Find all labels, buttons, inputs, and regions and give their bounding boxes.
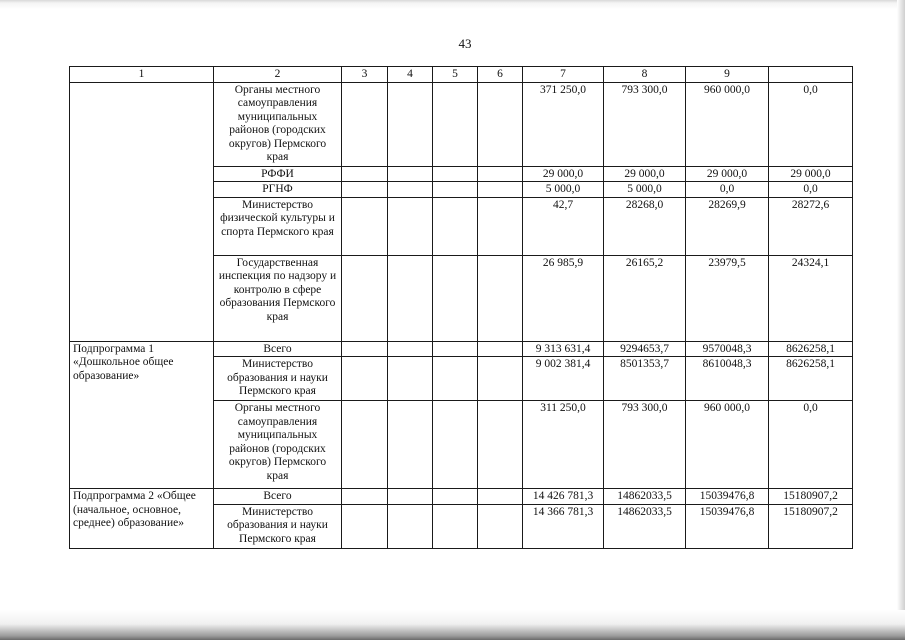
empty-cell bbox=[478, 504, 523, 548]
value-cell: 15039476,8 bbox=[686, 489, 769, 505]
empty-cell bbox=[388, 401, 433, 489]
empty-cell bbox=[478, 182, 523, 198]
value-cell: 29 000,0 bbox=[604, 166, 686, 182]
empty-cell bbox=[342, 489, 388, 505]
value-cell: 0,0 bbox=[769, 182, 853, 198]
scan-edge-top bbox=[0, 0, 905, 10]
value-cell: 15039476,8 bbox=[686, 504, 769, 548]
value-cell: 9 313 631,4 bbox=[523, 341, 604, 357]
empty-cell bbox=[388, 182, 433, 198]
value-cell: 960 000,0 bbox=[686, 401, 769, 489]
value-cell: 793 300,0 bbox=[604, 401, 686, 489]
value-cell: 24324,1 bbox=[769, 255, 853, 341]
value-cell: 29 000,0 bbox=[686, 166, 769, 182]
header-cell-1: 1 bbox=[70, 67, 214, 83]
empty-cell bbox=[433, 504, 478, 548]
empty-cell bbox=[388, 489, 433, 505]
empty-cell bbox=[478, 197, 523, 255]
value-cell: 29 000,0 bbox=[523, 166, 604, 182]
value-cell: 29 000,0 bbox=[769, 166, 853, 182]
table-row bbox=[70, 489, 853, 505]
page-number: 43 bbox=[458, 36, 472, 51]
empty-cell bbox=[342, 166, 388, 182]
value-cell: 28269,9 bbox=[686, 197, 769, 255]
value-cell: 793 300,0 bbox=[604, 82, 686, 166]
value-cell: 8610048,3 bbox=[686, 357, 769, 401]
value-cell: 14862033,5 bbox=[604, 504, 686, 548]
program-cell bbox=[70, 82, 214, 341]
empty-cell bbox=[433, 182, 478, 198]
empty-cell bbox=[342, 357, 388, 401]
empty-cell bbox=[478, 489, 523, 505]
empty-cell bbox=[342, 182, 388, 198]
source-cell: Министерство образования и науки Пермского края bbox=[214, 504, 342, 548]
empty-cell bbox=[388, 504, 433, 548]
header-cell-8: 8 bbox=[604, 67, 686, 83]
table-row bbox=[70, 82, 853, 166]
value-cell: 9294653,7 bbox=[604, 341, 686, 357]
empty-cell bbox=[388, 341, 433, 357]
header-cell-2: 2 bbox=[214, 67, 342, 83]
empty-cell bbox=[342, 255, 388, 341]
empty-cell bbox=[478, 401, 523, 489]
source-cell: Министерство физической культуры и спорта Пермского края bbox=[214, 197, 342, 255]
value-cell: 8626258,1 bbox=[769, 357, 853, 401]
value-cell: 26 985,9 bbox=[523, 255, 604, 341]
empty-cell bbox=[342, 341, 388, 357]
value-cell: 23979,5 bbox=[686, 255, 769, 341]
scan-edge-bottom bbox=[0, 610, 905, 640]
value-cell: 960 000,0 bbox=[686, 82, 769, 166]
empty-cell bbox=[478, 357, 523, 401]
empty-cell bbox=[433, 489, 478, 505]
value-cell: 9 002 381,4 bbox=[523, 357, 604, 401]
empty-cell bbox=[388, 357, 433, 401]
subprogram-2-cell: Подпрограмма 2 «Общее (начальное, основное, среднее) образование» bbox=[70, 489, 214, 549]
empty-cell bbox=[388, 166, 433, 182]
source-cell: Государственная инспекция по надзору и контролю в сфере образования Пермского края bbox=[214, 255, 342, 341]
source-cell: РГНФ bbox=[214, 182, 342, 198]
value-cell: 14 426 781,3 bbox=[523, 489, 604, 505]
budget-table bbox=[69, 66, 853, 549]
header-cell-9: 9 bbox=[686, 67, 769, 83]
empty-cell bbox=[388, 82, 433, 166]
value-cell: 14 366 781,3 bbox=[523, 504, 604, 548]
value-cell: 14862033,5 bbox=[604, 489, 686, 505]
header-cell-10 bbox=[769, 67, 853, 83]
header-cell-4: 4 bbox=[388, 67, 433, 83]
empty-cell bbox=[433, 255, 478, 341]
empty-cell bbox=[478, 82, 523, 166]
value-cell: 42,7 bbox=[523, 197, 604, 255]
source-cell: Органы местного самоуправления муниципальных районов (городских округов) Пермского края bbox=[214, 401, 342, 489]
empty-cell bbox=[433, 357, 478, 401]
header-cell-7: 7 bbox=[523, 67, 604, 83]
value-cell: 5 000,0 bbox=[523, 182, 604, 198]
value-cell: 9570048,3 bbox=[686, 341, 769, 357]
empty-cell bbox=[342, 401, 388, 489]
value-cell: 0,0 bbox=[769, 82, 853, 166]
source-cell: Всего bbox=[214, 341, 342, 357]
empty-cell bbox=[388, 255, 433, 341]
empty-cell bbox=[478, 166, 523, 182]
empty-cell bbox=[433, 197, 478, 255]
value-cell: 26165,2 bbox=[604, 255, 686, 341]
empty-cell bbox=[342, 504, 388, 548]
empty-cell bbox=[478, 255, 523, 341]
value-cell: 8501353,7 bbox=[604, 357, 686, 401]
source-cell: Министерство образования и науки Пермского края bbox=[214, 357, 342, 401]
header-row bbox=[70, 67, 853, 83]
header-cell-6: 6 bbox=[478, 67, 523, 83]
source-cell: РФФИ bbox=[214, 166, 342, 182]
scan-edge-right bbox=[897, 0, 905, 640]
empty-cell bbox=[433, 166, 478, 182]
value-cell: 15180907,2 bbox=[769, 504, 853, 548]
empty-cell bbox=[342, 82, 388, 166]
value-cell: 5 000,0 bbox=[604, 182, 686, 198]
table-row bbox=[70, 341, 853, 357]
empty-cell bbox=[433, 401, 478, 489]
source-cell: Всего bbox=[214, 489, 342, 505]
value-cell: 8626258,1 bbox=[769, 341, 853, 357]
value-cell: 311 250,0 bbox=[523, 401, 604, 489]
empty-cell bbox=[388, 197, 433, 255]
empty-cell bbox=[478, 341, 523, 357]
header-cell-5: 5 bbox=[433, 67, 478, 83]
value-cell: 0,0 bbox=[769, 401, 853, 489]
header-cell-3: 3 bbox=[342, 67, 388, 83]
value-cell: 28268,0 bbox=[604, 197, 686, 255]
empty-cell bbox=[433, 341, 478, 357]
value-cell: 0,0 bbox=[686, 182, 769, 198]
value-cell: 371 250,0 bbox=[523, 82, 604, 166]
empty-cell bbox=[342, 197, 388, 255]
empty-cell bbox=[433, 82, 478, 166]
source-cell: Органы местного самоуправления муниципальных районов (городских округов) Пермского края bbox=[214, 82, 342, 166]
value-cell: 28272,6 bbox=[769, 197, 853, 255]
value-cell: 15180907,2 bbox=[769, 489, 853, 505]
subprogram-1-cell: Подпрограмма 1 «Дошкольное общее образование» bbox=[70, 341, 214, 489]
